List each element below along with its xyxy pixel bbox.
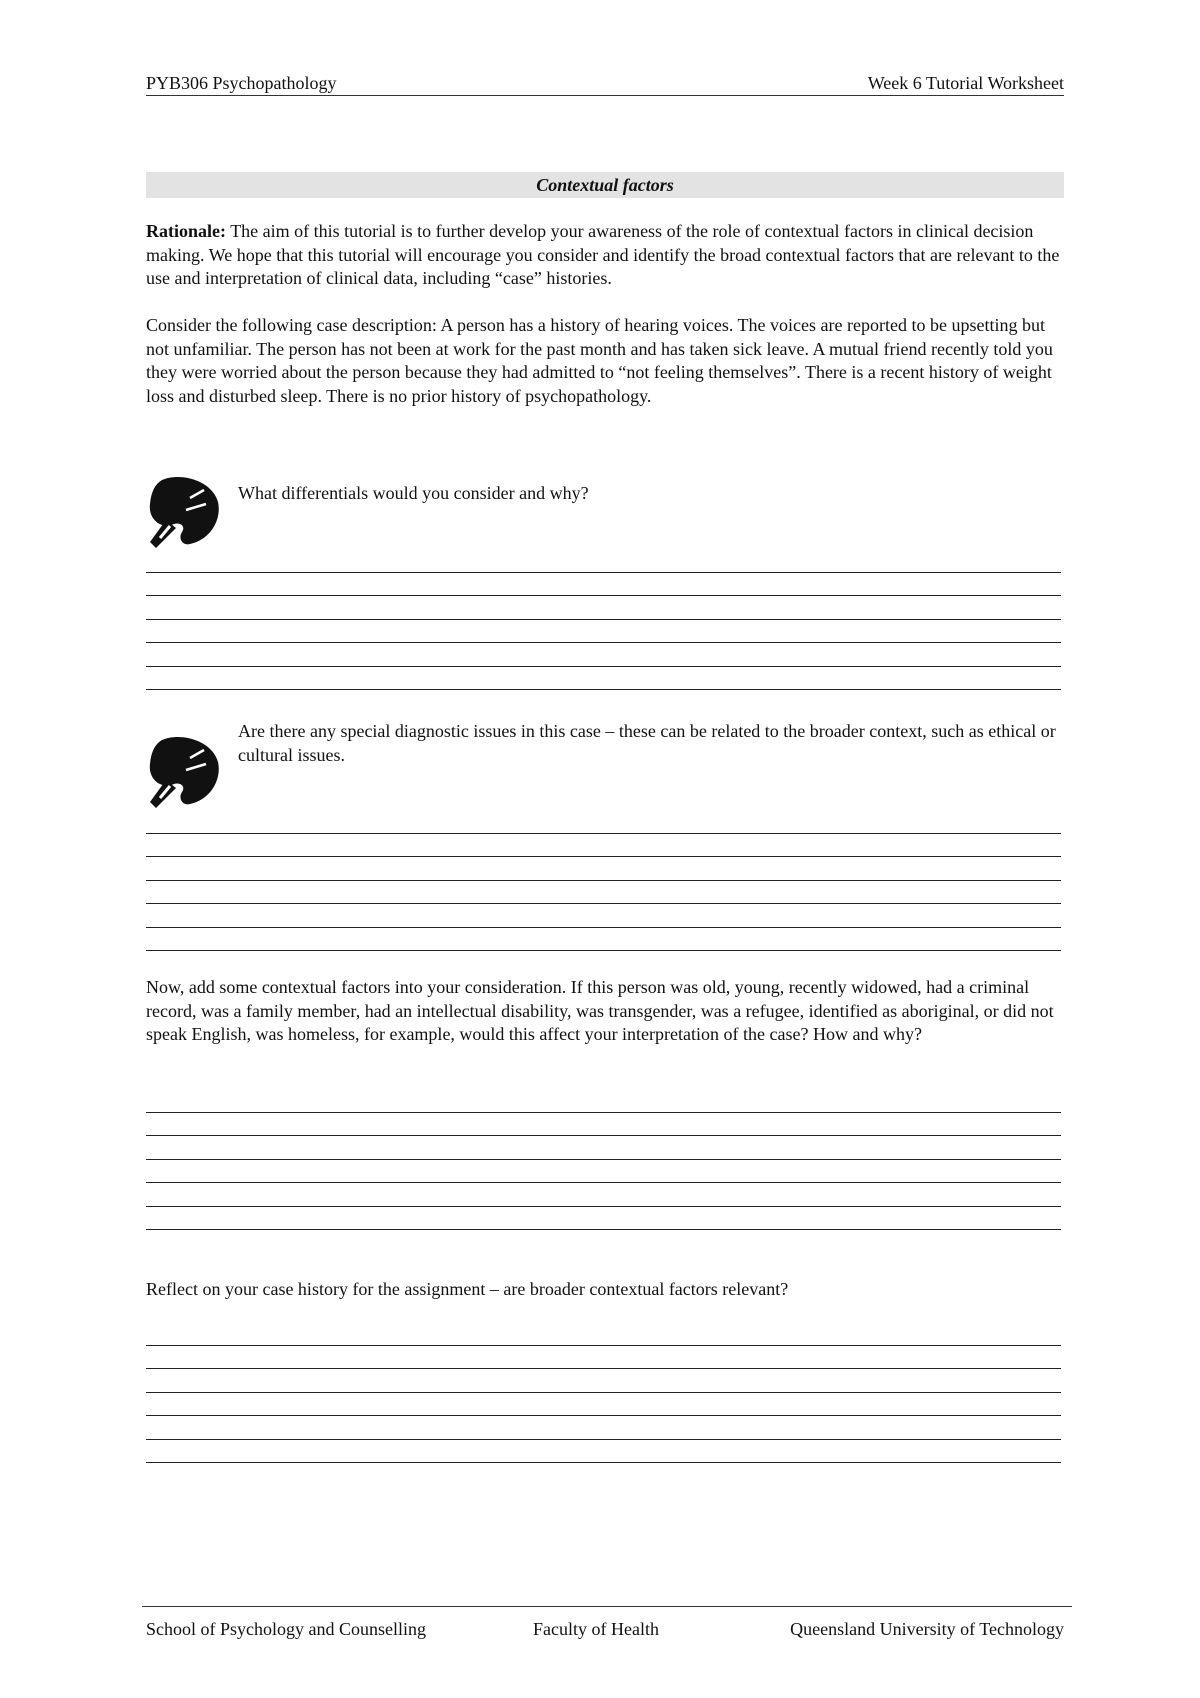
palette-icon xyxy=(146,474,222,550)
footer-university: Queensland University of Technology xyxy=(790,1619,1064,1639)
rationale-paragraph xyxy=(146,220,1064,291)
question-2: Are there any special diagnostic issues in this case – these can be related to the broader context, such as ethical or cultural issues. xyxy=(238,721,1056,765)
question-4: Reflect on your case history for the assignment – are broader contextual factors relevant? xyxy=(146,1279,789,1299)
rationale-text: The aim of this tutorial is to further develop your awareness of the role of contextual factors in clinical decision making. We hope that this tutorial will encourage you consider and identify the broad contextual factors that are relevant to the use and interpretation of clinical data, including “case” histories. xyxy=(146,221,1060,288)
worksheet-title: Week 6 Tutorial Worksheet xyxy=(867,73,1064,93)
answer-area-4[interactable] xyxy=(146,1322,1061,1463)
footer-faculty: Faculty of Health xyxy=(533,1619,659,1639)
footer-rule xyxy=(142,1606,1072,1607)
page-header xyxy=(146,71,1064,96)
answer-area-2[interactable] xyxy=(146,810,1061,951)
footer-school: School of Psychology and Counselling xyxy=(146,1619,426,1639)
section-title: Contextual factors xyxy=(146,172,1064,198)
worksheet-page xyxy=(146,0,1064,1698)
answer-area-3[interactable] xyxy=(146,1089,1061,1230)
question-1: What differentials would you consider and why? xyxy=(238,483,589,503)
case-description: Consider the following case description: A person has a history of hearing voices. The voices are reported to be upsetting but not unfamiliar. The person has not been at work for the past month and has taken sick leave. A mutual friend recently told you they were worried about the person because they had admitted to “not feeling themselves”. There is a recent history of weight loss and disturbed sleep. There is no prior history of psychopathology. xyxy=(146,315,1053,406)
palette-icon xyxy=(146,734,222,810)
answer-area-1[interactable] xyxy=(146,549,1061,690)
course-name: PYB306 Psychopathology xyxy=(146,73,337,93)
question-3: Now, add some contextual factors into your consideration. If this person was old, young, recently widowed, had a criminal record, was a family member, had an intellectual disability, was transgender, was a refugee, identified as aboriginal, or did not speak English, was homeless, for example, would this affect your interpretation of the case? How and why? xyxy=(146,977,1054,1044)
rationale-label: Rationale: xyxy=(146,221,226,241)
